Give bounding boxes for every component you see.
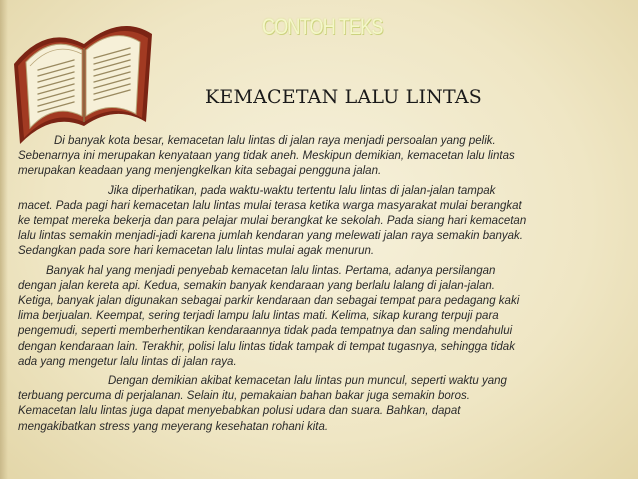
paragraph-4 xyxy=(18,374,630,435)
text-line: Sebenarnya ini merupakan kenyataan yang tidak aneh. Meskipun demikian, kemacetan lalu lintas xyxy=(18,150,515,163)
text-line: Sedangkan pada sore hari kemacetan lalu lintas mulai agak menurun. xyxy=(18,245,375,258)
document-body xyxy=(18,134,630,439)
text-line: merupakan keadaan yang menjengkelkan kita sebagai pengguna jalan. xyxy=(18,165,382,178)
document-title: KEMACETAN LALU LINTAS xyxy=(205,86,482,108)
text-line: ke tempat mereka bekerja dan para pelajar mulai berangkat ke sekolah. Pada siang hari kemacetan xyxy=(18,215,527,228)
text-line: Ketiga, banyak jalan digunakan sebagai parkir kendaraan dan sebagai tempat para pedagang kaki xyxy=(18,295,520,308)
slide-heading: CONTOH TEKS xyxy=(262,14,383,39)
text-line: Kemacetan lalu lintas juga dapat menyebabkan polusi udara dan suara. Bahkan, dapat xyxy=(18,405,461,418)
text-line: lalu lintas semakin menjadi-jadi karena jumlah kendaran yang melewati jalan raya semakin banyak. xyxy=(18,230,523,243)
text-line: Jika diperhatikan, pada waktu-waktu tertentu lalu lintas di jalan-jalan tampak xyxy=(108,184,496,197)
open-book-icon xyxy=(6,4,156,154)
text-line: macet. Pada pagi hari kemacetan lalu lintas mulai terasa ketika warga masyarakat mulai berangkat xyxy=(18,199,522,212)
text-line: pengemudi, seperti memberhentikan kendaraannya tidak pada tempatnya dan saling mendahului xyxy=(18,325,513,338)
text-line: terbuang percuma di perjalanan. Selain itu, pemakaian bahan bakar juga semakin boros. xyxy=(18,390,470,403)
text-line: ada yang mengetur lalu lintas di jalan raya. xyxy=(18,355,237,368)
text-line: Dengan demikian akibat kemacetan lalu lintas pun muncul, seperti waktu yang xyxy=(108,375,507,388)
paragraph-2 xyxy=(18,184,630,260)
paragraph-1 xyxy=(18,134,630,180)
text-line: dengan jalan kereta api. Kedua, semakin banyak kendaraan yang berlalu lalang di jalan-jalan. xyxy=(18,279,495,292)
text-line: lima berjualan. Keempat, sering terjadi lampu lalu lintas mati. Kelima, sikap kurang terpuji para xyxy=(18,310,499,323)
text-line: dengan kendaraan lain. Terakhir, polisi lalu lintas tidak tampak di tempat tugasnya, sehingga tidak xyxy=(18,340,515,353)
text-line: Di banyak kota besar, kemacetan lalu lintas di jalan raya menjadi persoalan yang pelik. xyxy=(54,135,496,147)
text-line: mengakibatkan stress yang meyerang kesehatan rohani kita. xyxy=(18,420,329,433)
paragraph-3 xyxy=(18,264,630,370)
text-line: Banyak hal yang menjadi penyebab kemacetan lalu lintas. Pertama, adanya persilangan xyxy=(46,264,496,277)
